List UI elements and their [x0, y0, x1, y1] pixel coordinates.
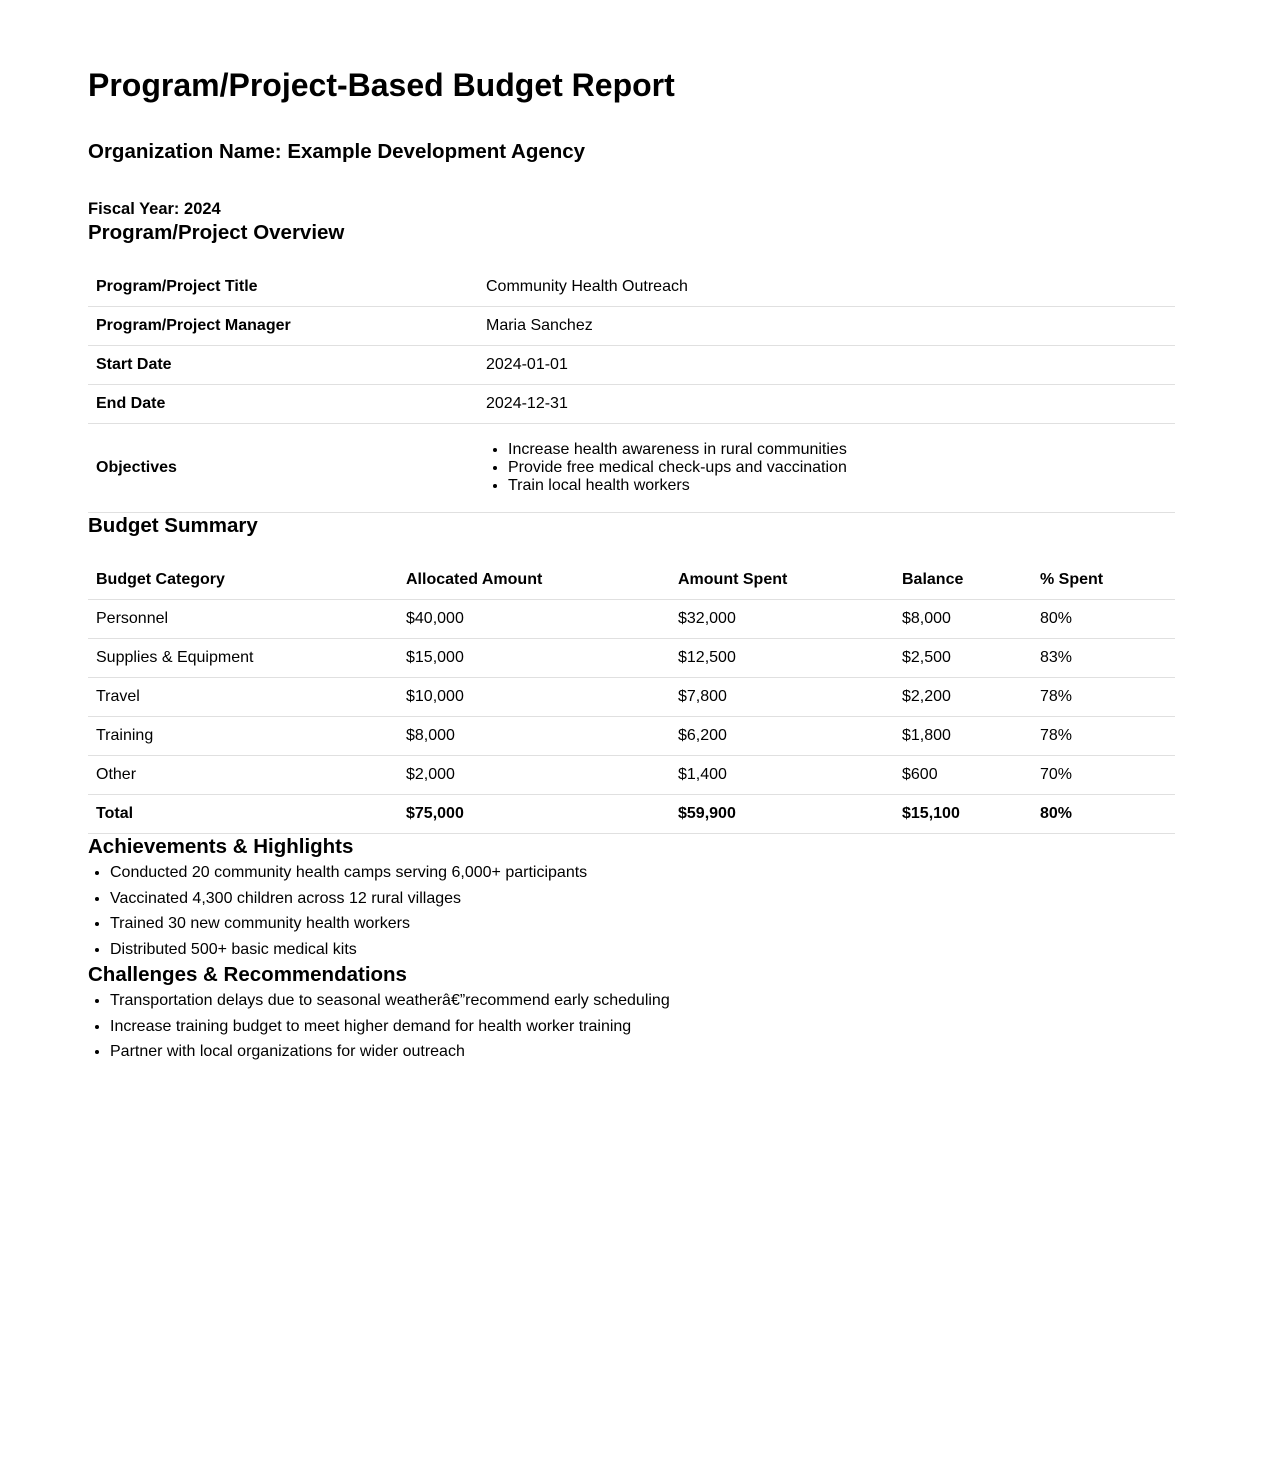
fiscal-year: Fiscal Year: 2024 [88, 200, 221, 218]
overview-label: Program/Project Title [88, 268, 478, 307]
overview-row [88, 307, 1175, 346]
list-item: • Vaccinated 4,300 children across 12 rural villages [110, 886, 1175, 912]
table-cell: $2,500 [894, 639, 1032, 678]
objectives-cell [478, 424, 1175, 513]
table-cell: Travel [88, 678, 398, 717]
table-cell: $32,000 [670, 600, 894, 639]
table-cell: $2,200 [894, 678, 1032, 717]
table-cell: Other [88, 756, 398, 795]
table-cell: 78% [1032, 717, 1175, 756]
overview-value: Community Health Outreach [478, 268, 1175, 307]
column-header: % Spent [1032, 561, 1175, 600]
overview-value: 2024-12-31 [478, 385, 1175, 424]
table-cell: $40,000 [398, 600, 670, 639]
list-item: • Distributed 500+ basic medical kits [110, 937, 1175, 963]
overview-row-objectives [88, 424, 1175, 513]
table-cell: $15,000 [398, 639, 670, 678]
table-cell: $1,400 [670, 756, 894, 795]
list-item: • Trained 30 new community health workers [110, 911, 1175, 937]
achievements-heading: Achievements & Highlights [88, 835, 354, 858]
table-cell: $2,000 [398, 756, 670, 795]
column-header: Balance [894, 561, 1032, 600]
table-row [88, 639, 1175, 678]
table-cell: $1,800 [894, 717, 1032, 756]
table-cell: $10,000 [398, 678, 670, 717]
page-title: Program/Project-Based Budget Report [88, 67, 675, 103]
overview-label: Program/Project Manager [88, 307, 478, 346]
organization-name: Organization Name: Example Development Agency [88, 140, 586, 163]
table-cell: $6,200 [670, 717, 894, 756]
overview-row [88, 346, 1175, 385]
column-header: Budget Category [88, 561, 398, 600]
objectives-list [486, 441, 1167, 495]
column-header: Amount Spent [670, 561, 894, 600]
table-row [88, 600, 1175, 639]
table-row [88, 756, 1175, 795]
total-cell: Total [88, 795, 398, 834]
table-cell: Training [88, 717, 398, 756]
budget-heading: Budget Summary [88, 514, 258, 537]
table-cell: $600 [894, 756, 1032, 795]
table-row [88, 717, 1175, 756]
total-cell: $75,000 [398, 795, 670, 834]
challenges-heading: Challenges & Recommendations [88, 963, 407, 986]
total-cell: 80% [1032, 795, 1175, 834]
overview-heading: Program/Project Overview [88, 221, 345, 244]
table-cell: 70% [1032, 756, 1175, 795]
total-cell: $15,100 [894, 795, 1032, 834]
objective-item: • Provide free medical check-ups and vaccination [508, 459, 1167, 477]
table-cell: $8,000 [894, 600, 1032, 639]
list-item: • Transportation delays due to seasonal weatherâ€”recommend early scheduling [110, 988, 1175, 1014]
total-cell: $59,900 [670, 795, 894, 834]
overview-row [88, 268, 1175, 307]
total-row [88, 795, 1175, 834]
list-item: • Partner with local organizations for wider outreach [110, 1039, 1175, 1065]
table-cell: $12,500 [670, 639, 894, 678]
objectives-label: Objectives [88, 424, 478, 513]
table-cell: 80% [1032, 600, 1175, 639]
objective-item: • Train local health workers [508, 477, 1167, 495]
table-cell: Personnel [88, 600, 398, 639]
objective-item: • Increase health awareness in rural communities [508, 441, 1167, 459]
table-cell: Supplies & Equipment [88, 639, 398, 678]
budget-header-row [88, 561, 1175, 600]
list-item: • Increase training budget to meet higher demand for health worker training [110, 1014, 1175, 1040]
overview-label: Start Date [88, 346, 478, 385]
budget-table [88, 561, 1175, 834]
table-cell: $8,000 [398, 717, 670, 756]
table-cell: $7,800 [670, 678, 894, 717]
column-header: Allocated Amount [398, 561, 670, 600]
overview-value: Maria Sanchez [478, 307, 1175, 346]
challenges-list [88, 988, 1175, 1065]
table-cell: 83% [1032, 639, 1175, 678]
overview-value: 2024-01-01 [478, 346, 1175, 385]
table-cell: 78% [1032, 678, 1175, 717]
overview-row [88, 385, 1175, 424]
table-row [88, 678, 1175, 717]
overview-label: End Date [88, 385, 478, 424]
achievements-list [88, 860, 1175, 962]
list-item: • Conducted 20 community health camps serving 6,000+ participants [110, 860, 1175, 886]
overview-table [88, 268, 1175, 513]
